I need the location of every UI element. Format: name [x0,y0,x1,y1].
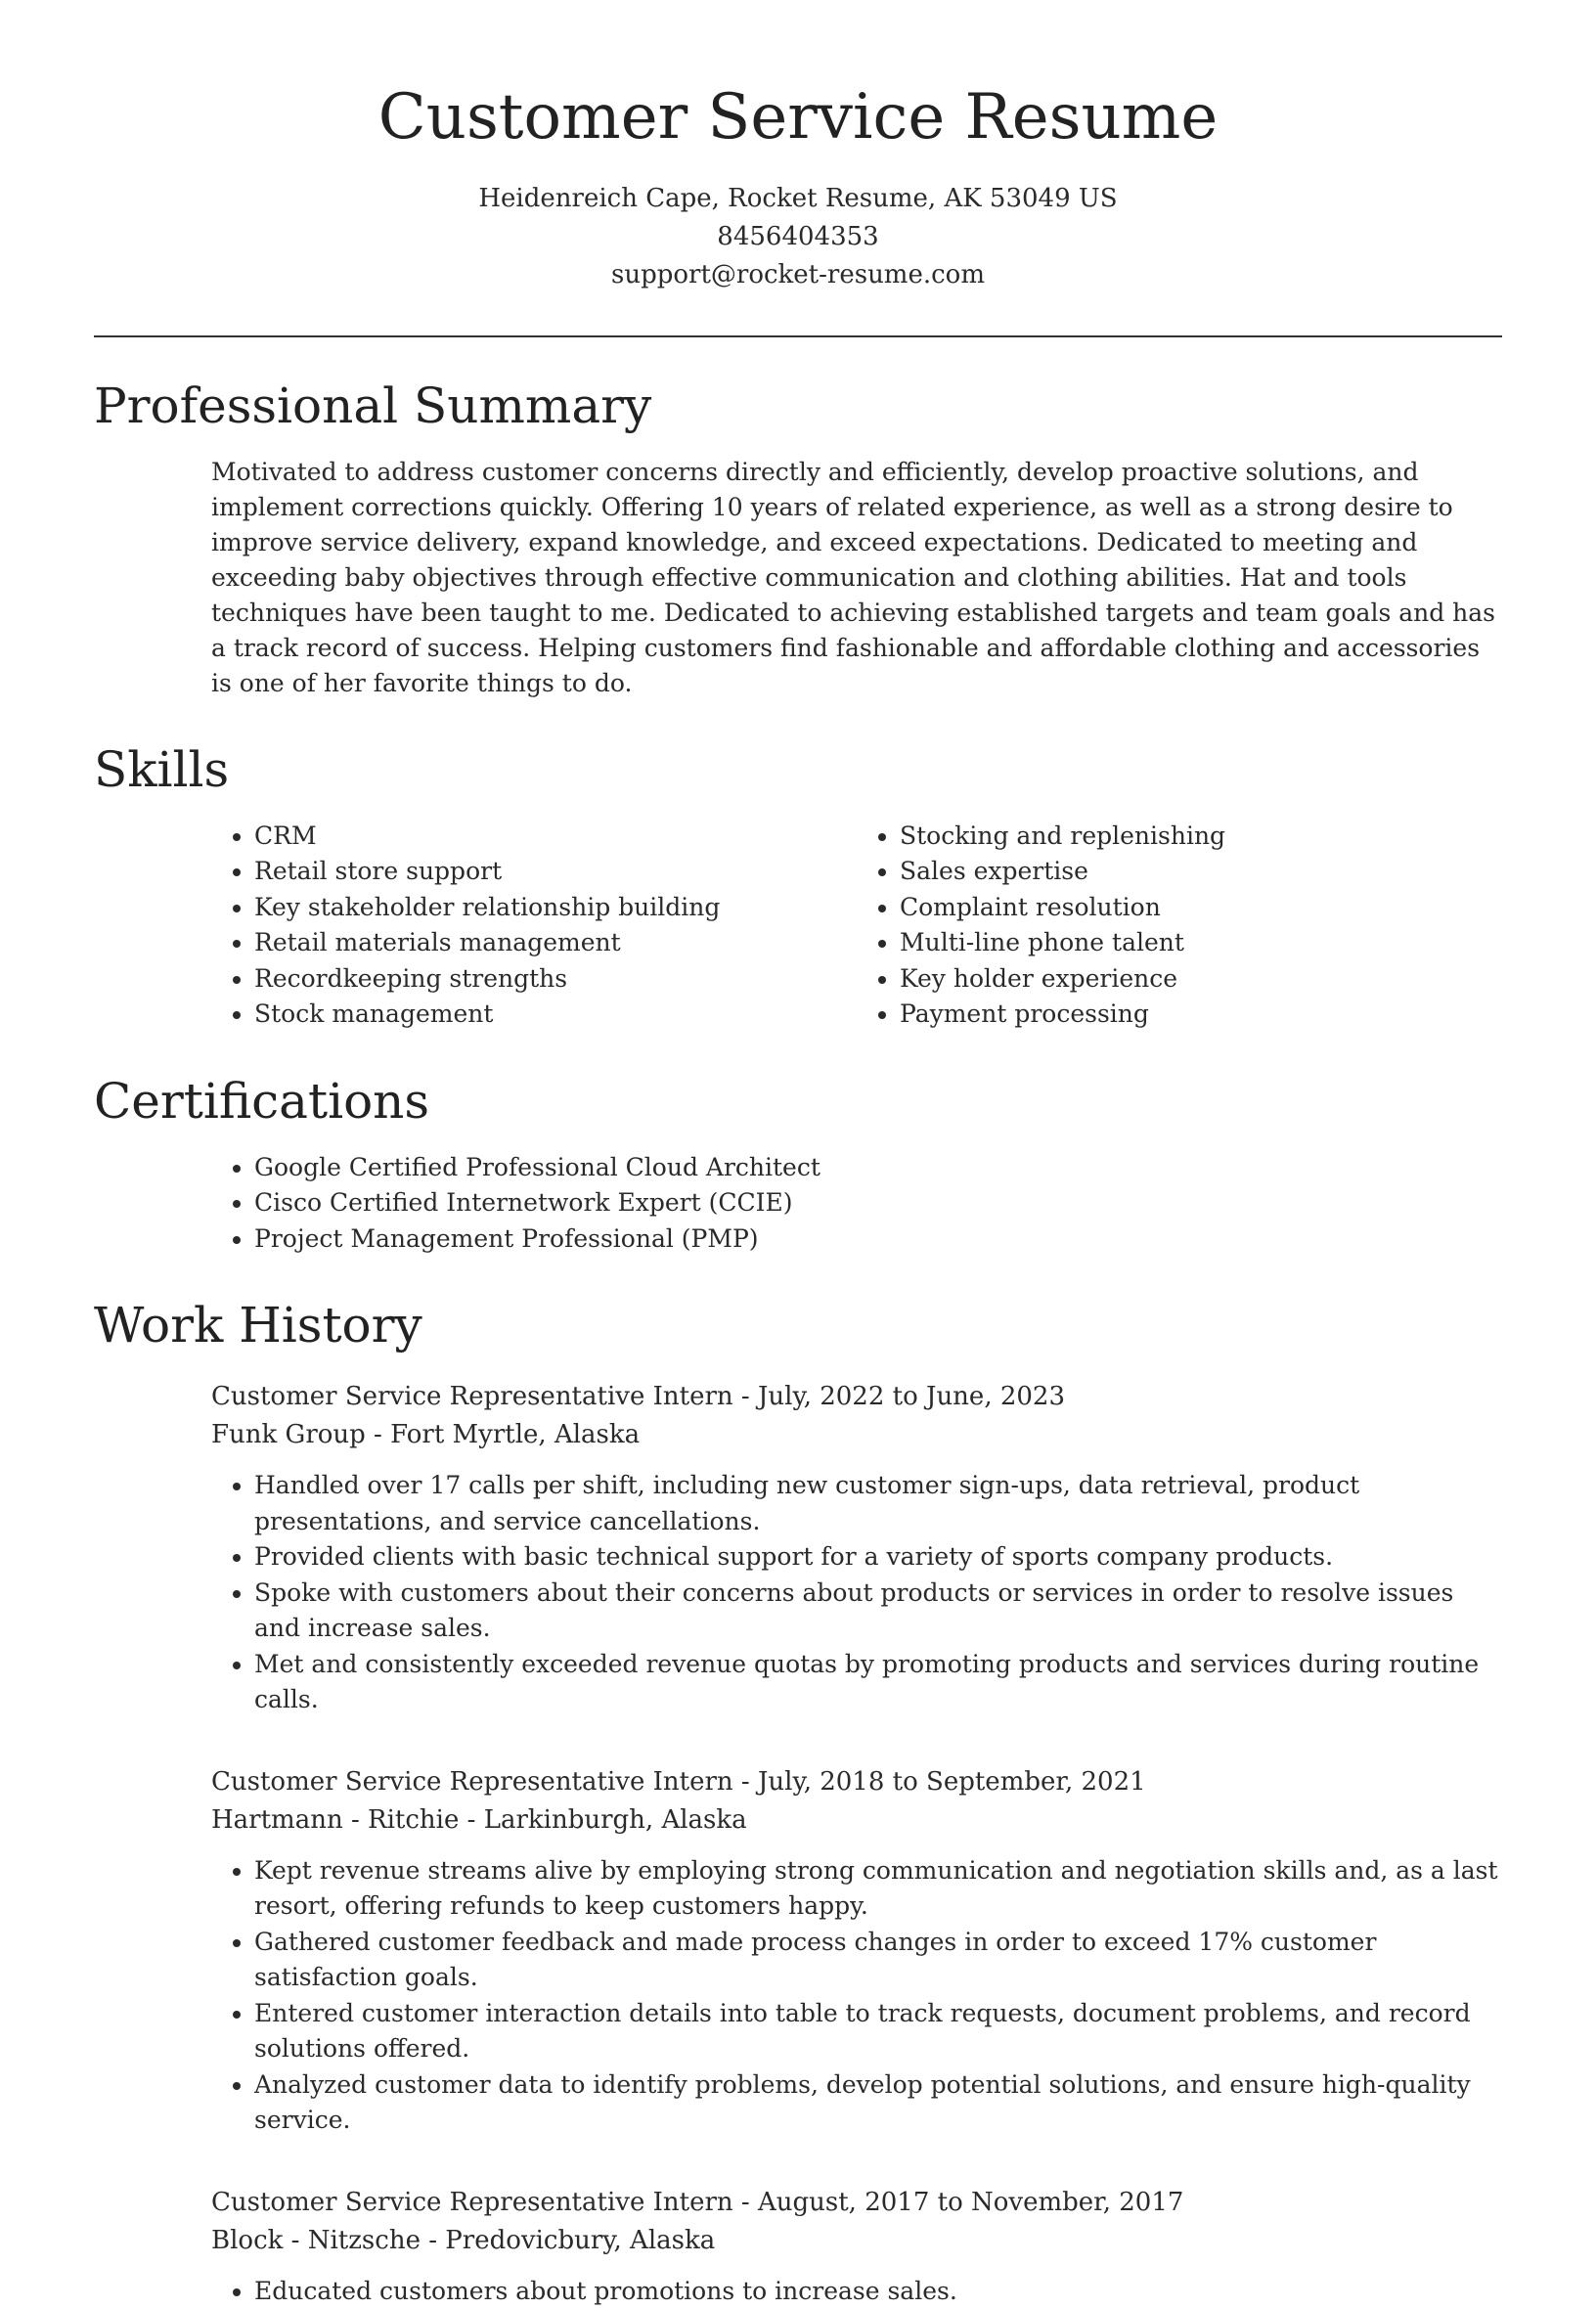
work-history-heading: Work History [94,1297,422,1354]
job-title-line: Customer Service Representative Intern - July, 2018 to September, 2021 [211,1766,1146,1797]
job-company-line: Block - Nitzsche - Predovicbury, Alaska [211,2225,716,2255]
job-location: Predovicbury, Alaska [445,2225,716,2255]
contact-phone: 8456404353 [717,221,879,251]
contact-info [94,180,1502,294]
job-bullets [211,1468,1502,1718]
header-divider [94,335,1502,337]
job-entry [211,1763,1502,2139]
job-bullet: • Provided clients with basic technical support for a variety of sports company products. [254,1539,1502,1576]
skills-section [94,740,1502,1033]
skill-item: • CRM [254,819,857,855]
skill-item: • Payment processing [900,997,1502,1033]
certifications-heading: Certifications [94,1072,430,1130]
job-title: Customer Service Representative Intern [211,1766,733,1797]
skills-heading: Skills [94,740,230,798]
job-location: Larkinburgh, Alaska [483,1804,747,1835]
job-entry [211,1378,1502,1718]
job-bullet: • Spoke with customers about their concerns about products or services in order to resolve issues and increase sales. [254,1576,1502,1647]
resume-title: Customer Service Resume [377,81,1219,154]
skill-item: • Key stakeholder relationship building [254,890,857,926]
skill-item: • Multi-line phone talent [900,925,1502,961]
job-company: Block - Nitzsche [211,2225,421,2255]
skill-item: • Retail materials management [254,925,857,961]
job-bullets [211,2274,1502,2309]
summary-heading: Professional Summary [94,377,652,434]
job-bullet: • Handled over 17 calls per shift, including new customer sign-ups, data retrieval, product presentations, and service cancellations. [254,1468,1502,1539]
certification-item: • Google Certified Professional Cloud Architect [254,1150,1502,1186]
job-bullet: • Educated customers about promotions to increase sales. [254,2274,1502,2309]
skill-item: • Key holder experience [900,961,1502,998]
contact-address: Heidenreich Cape, Rocket Resume, AK 53049 US [478,183,1118,213]
skills-list-right [857,819,1502,1033]
job-bullet: • Met and consistently exceeded revenue quotas by promoting products and services during routine calls. [254,1647,1502,1718]
job-company: Funk Group [211,1420,366,1450]
job-company: Hartmann - Ritchie [211,1804,460,1835]
resume-header [94,0,1502,294]
skills-list-left [211,819,857,1033]
job-bullet: • Kept revenue streams alive by employing strong communication and negotiation skills and, as a last resort, offering refunds to keep customers happy. [254,1853,1502,1925]
summary-section [94,377,1502,701]
skill-item: • Sales expertise [900,854,1502,890]
skills-columns [211,819,1502,1033]
certifications-section [94,1072,1502,1258]
job-dates: August, 2017 to November, 2017 [757,2187,1184,2217]
job-title: Customer Service Representative Intern [211,2187,733,2217]
certification-item: • Project Management Professional (PMP) [254,1221,1502,1258]
job-title-line: Customer Service Representative Intern - July, 2022 to June, 2023 [211,1382,1066,1412]
job-dates: July, 2018 to September, 2021 [757,1766,1146,1797]
job-title-line: Customer Service Representative Intern - August, 2017 to November, 2017 [211,2187,1184,2217]
skill-item: • Stock management [254,997,857,1033]
job-title: Customer Service Representative Intern [211,1382,733,1412]
job-company-line: Funk Group - Fort Myrtle, Alaska [211,1420,641,1450]
contact-email: support@rocket-resume.com [610,259,985,289]
job-company-line: Hartmann - Ritchie - Larkinburgh, Alaska [211,1804,747,1835]
certification-item: • Cisco Certified Internetwork Expert (CCIE) [254,1185,1502,1221]
skill-item: • Complaint resolution [900,890,1502,926]
job-location: Fort Myrtle, Alaska [390,1420,641,1450]
certifications-list [211,1150,1502,1258]
job-dates: July, 2022 to June, 2023 [757,1382,1066,1412]
job-bullet: • Entered customer interaction details into table to track requests, document problems, and record solutions offered. [254,1996,1502,2067]
skill-item: • Retail store support [254,854,857,890]
skill-item: • Stocking and replenishing [900,819,1502,855]
job-entry [211,2184,1502,2309]
skill-item: • Recordkeeping strengths [254,961,857,998]
job-bullet: • Analyzed customer data to identify problems, develop potential solutions, and ensure high-quality service. [254,2067,1502,2139]
summary-text: Motivated to address customer concerns directly and efficiently, develop proactive solutions, and implement corrections quickly. Offering 10 years of related experience, as well as a strong desire to improve service delivery, expand knowledge, and exceed expectations. Dedicated to meeting and exceeding baby objectives through effective communication and clothing abilities. Hat and tools techniques have been taught to me. Dedicated to achieving established targets and team goals and has a track record of success. Helping customers find fashionable and affordable clothing and accessories is one of her favorite things to do. [211,457,1496,697]
job-bullet: • Gathered customer feedback and made process changes in order to exceed 17% customer satisfaction goals. [254,1925,1502,1996]
job-bullets [211,1853,1502,2139]
work-history-section [94,1296,1502,2309]
